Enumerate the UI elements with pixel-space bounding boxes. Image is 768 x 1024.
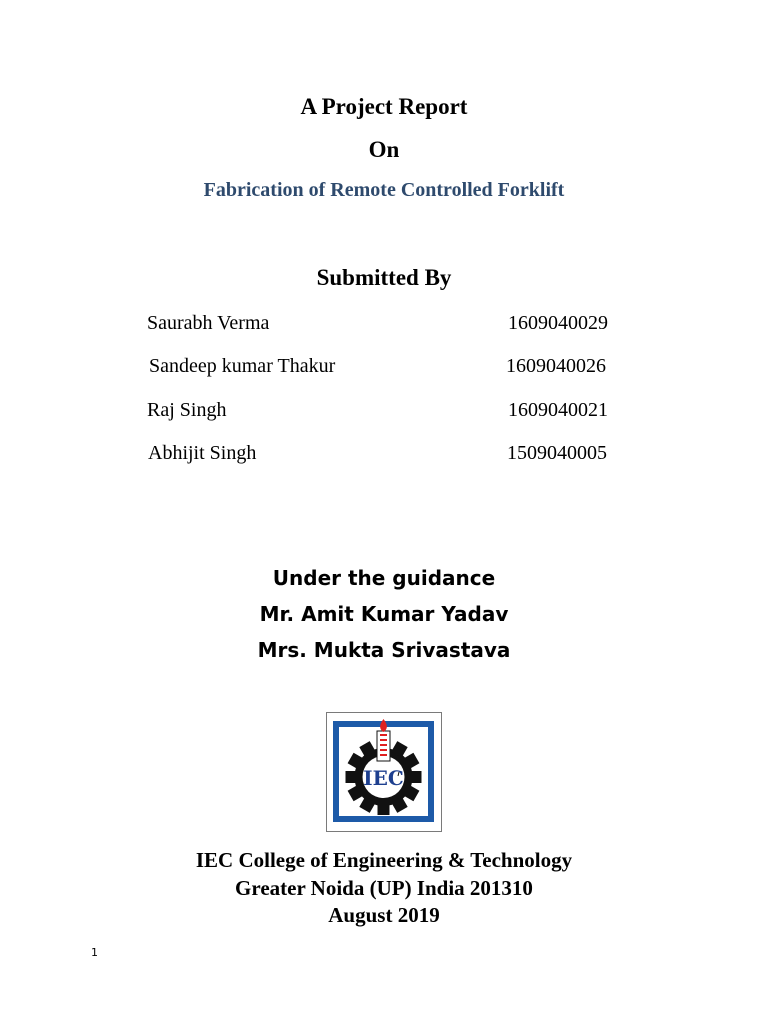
page-number: 1 [91,946,98,959]
report-date: August 2019 [328,903,440,927]
project-title: Fabrication of Remote Controlled Forklift [203,179,565,201]
college-logo [326,712,442,832]
college-name: IEC College of Engineering & Technology [195,848,573,872]
member-roll-number: 1509040005 [507,442,607,464]
logo-text: IEC [363,766,404,790]
submitted-by-heading: Submitted By [316,265,452,290]
member-name: Sandeep kumar Thakur [149,355,336,377]
guidance-heading: Under the guidance [272,566,496,590]
guide-name: Mrs. Mukta Srivastava [257,638,511,662]
member-roll-number: 1609040029 [508,312,608,334]
iec-logo-icon [327,713,440,830]
member-name: Abhijit Singh [148,442,257,464]
member-name: Saurabh Verma [147,312,270,334]
report-title: A Project Report [300,94,468,119]
college-address: Greater Noida (UP) India 201310 [235,876,533,900]
member-roll-number: 1609040026 [506,355,606,377]
member-roll-number: 1609040021 [508,399,608,421]
member-name: Raj Singh [147,399,227,421]
guide-name: Mr. Amit Kumar Yadav [259,602,509,626]
report-title-on: On [368,137,400,162]
